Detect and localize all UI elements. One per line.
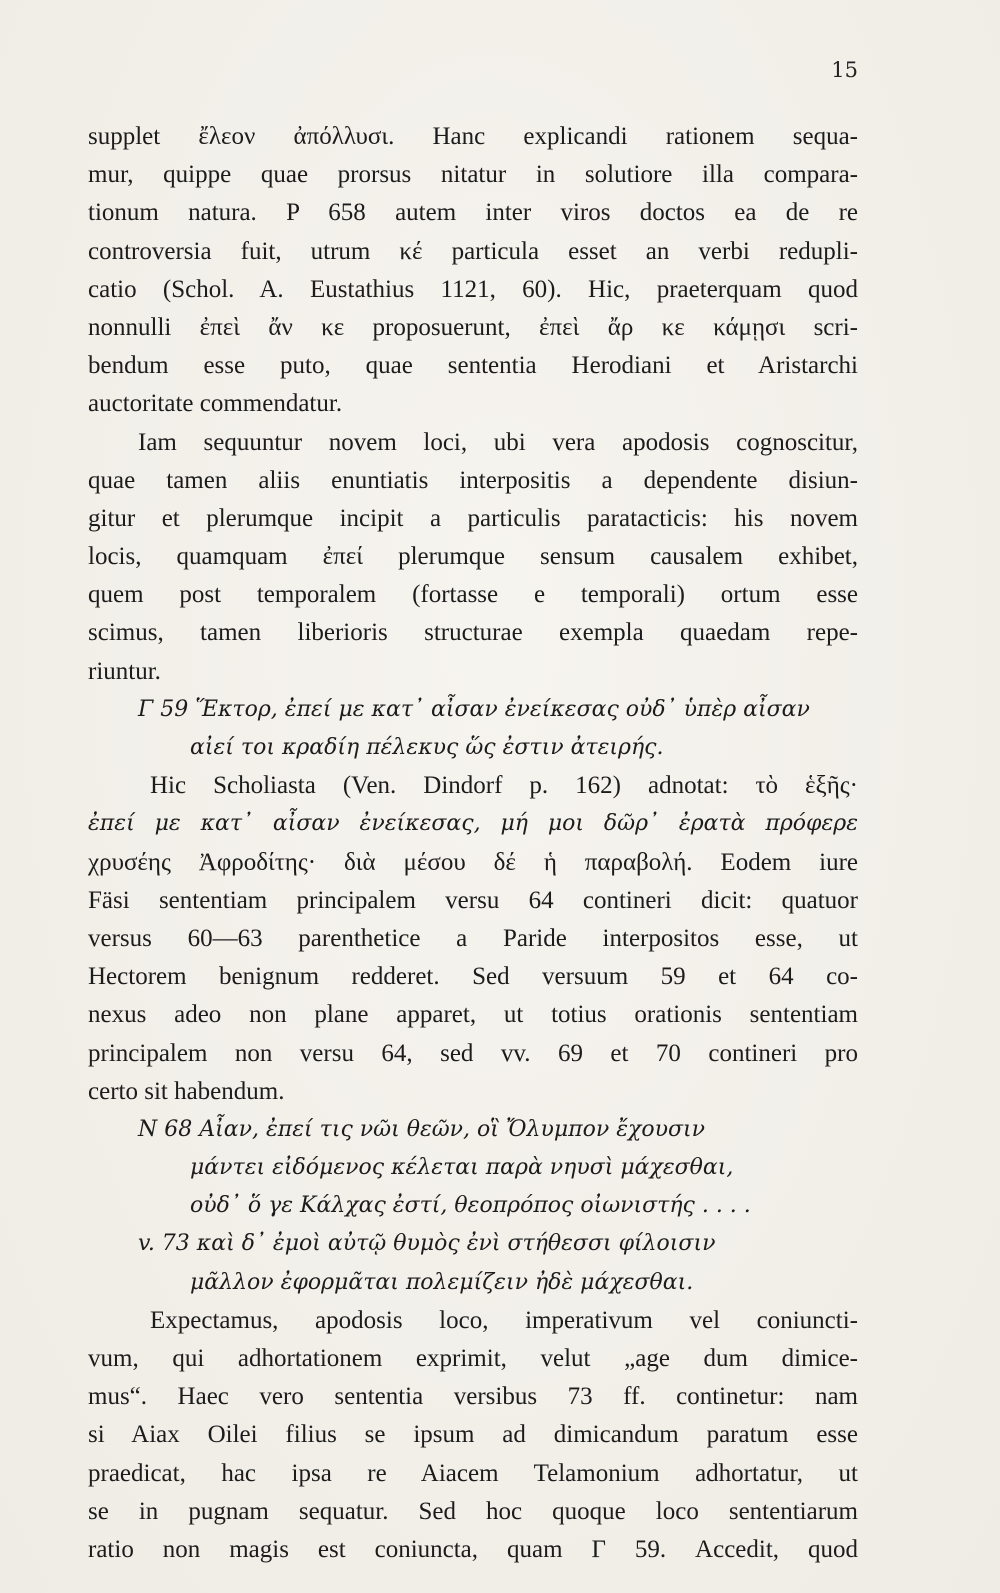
text-line: χρυσέης Ἀφροδίτης· διὰ μέσου δέ ἡ παραβολή. Eodem iure (88, 848, 858, 876)
greek-quote-line: μᾶλλον ἐφορμᾶται πολεμίζειν ἠδὲ μάχεσθαι. (190, 1269, 694, 1295)
text-line: gitur et plerumque incipit a particulis paratacticis: his novem (88, 504, 858, 532)
paragraph-start-line: Hic Scholiasta (Ven. Dindorf p. 162) adnotat: τὸ ἑξῆς· (150, 772, 858, 800)
text-line: versus 60—63 parenthetice a Paride interpositos esse, ut (88, 924, 858, 952)
text-line: certo sit habendum. (88, 1077, 285, 1105)
text-line: locis, quamquam ἐπεί plerumque sensum causalem exhibet, (88, 543, 858, 571)
text-line: mur, quippe quae prorsus nitatur in solutiore illa compara- (88, 161, 858, 189)
text-line: nexus adeo non plane apparet, ut totius orationis sententiam (88, 1001, 858, 1029)
text-line: riuntur. (88, 657, 161, 685)
greek-quote-line: Γ 59 Ἕκτορ, ἐπεί με κατ᾽ αἶσαν ἐνείκεσας οὐδ᾽ ὑπὲρ αἶσαν (138, 696, 810, 722)
paragraph-start-line: Iam sequuntur novem loci, ubi vera apodosis cognoscitur, (138, 428, 858, 456)
text-line: se in pugnam sequatur. Sed hoc quoque loco sententiarum (88, 1497, 858, 1525)
text-line: catio (Schol. A. Eustathius 1121, 60). Hic, praeterquam quod (88, 275, 858, 303)
text-line: Fäsi sententiam principalem versu 64 contineri dicit: quatuor (88, 886, 858, 914)
text-line: mus“. Haec vero sententia versibus 73 ff. continetur: nam (88, 1383, 858, 1411)
greek-quote-line: v. 73 καὶ δ᾽ ἐμοὶ αὐτῷ θυμὸς ἐνὶ στήθεσσι φίλοισιν (138, 1231, 716, 1257)
text-line: controversia fuit, utrum κέ particula esset an verbi redupli- (88, 237, 858, 265)
greek-quote-line: ἐπεί με κατ᾽ αἶσαν ἐνείκεσας, μή μοι δῶρ᾽ ἐρατὰ πρόφερε (88, 811, 858, 837)
paragraph-start-line: Expectamus, apodosis loco, imperativum vel coniuncti- (150, 1306, 858, 1334)
greek-quote-line: αἰεί τοι κραδίη πέλεκυς ὥς ἐστιν ἀτειρής. (190, 735, 664, 760)
body-text (88, 118, 858, 1569)
text-line: bendum esse puto, quae sententia Herodiani et Aristarchi (88, 352, 858, 380)
text-line: tionum natura. P 658 autem inter viros doctos ea de re (88, 199, 858, 227)
greek-quote-line: N 68 Αἶαν, ἐπεί τις νῶι θεῶν, οἳ Ὄλυμπον ἔχουσιν (138, 1116, 705, 1142)
text-line: vum, qui adhortationem exprimit, velut „age dum dimice- (88, 1345, 858, 1372)
text-line: quem post temporalem (fortasse e temporali) ortum esse (88, 581, 858, 609)
text-line: quae tamen aliis enuntiatis interpositis a dependente disiun- (88, 466, 858, 494)
text-line: ratio non magis est coniuncta, quam Γ 59. Accedit, quod (88, 1535, 858, 1563)
greek-quote-line: οὐδ᾽ ὅ γε Κάλχας ἐστί, θεοπρόπος οἰωνιστής . . . . (190, 1193, 751, 1219)
page-number: 15 (831, 58, 858, 82)
text-line: auctoritate commendatur. (88, 390, 343, 418)
text-line: scimus, tamen liberioris structurae exempla quaedam repe- (88, 619, 858, 647)
text-line: principalem non versu 64, sed vv. 69 et 70 contineri pro (88, 1039, 858, 1067)
greek-quote-line: μάντει εἰδόμενος κέλεται παρὰ νηυσὶ μάχεσθαι, (190, 1155, 734, 1181)
text-line: nonnulli ἐπεὶ ἄν κε proposuerunt, ἐπεὶ ἄρ κε κάμῃσι scri- (88, 313, 858, 341)
text-line: si Aiax Oilei filius se ipsum ad dimicandum paratum esse (88, 1421, 858, 1449)
text-line: praedicat, hac ipsa re Aiacem Telamonium adhortatur, ut (88, 1459, 858, 1487)
text-line: Hectorem benignum redderet. Sed versuum 59 et 64 co- (88, 963, 858, 991)
text-line: supplet ἔλεον ἀπόλλυσι. Hanc explicandi rationem sequa- (88, 123, 858, 150)
